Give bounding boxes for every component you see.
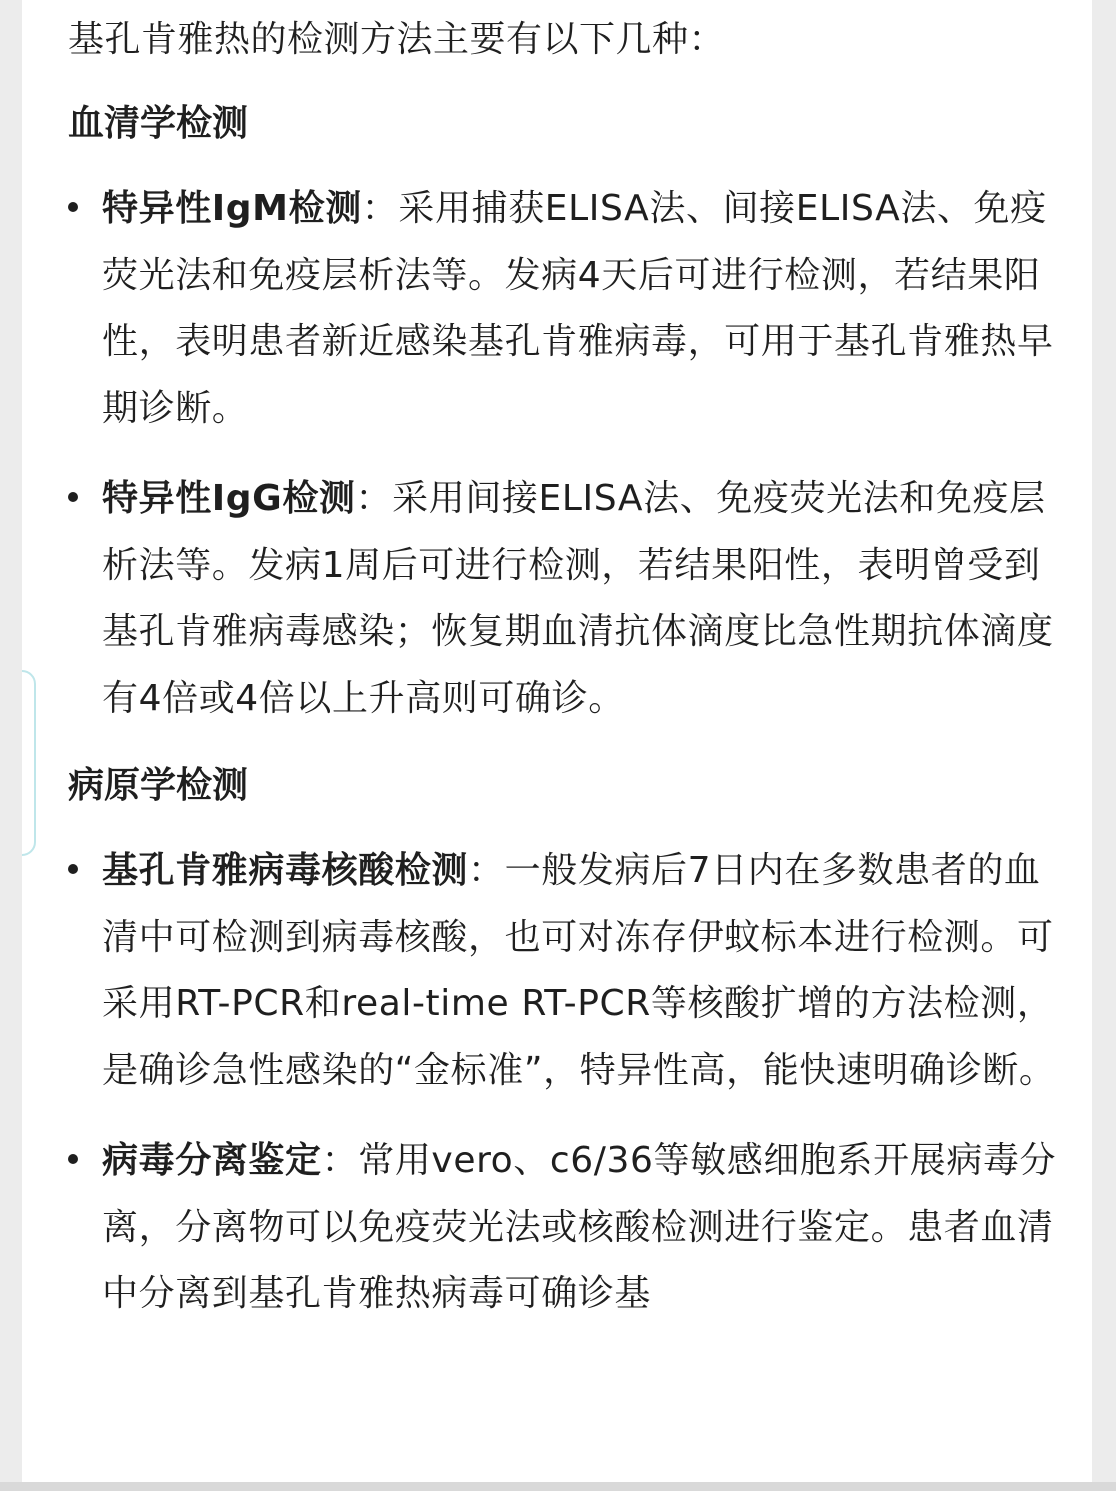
serology-list [68, 176, 1068, 732]
list-item-term: 病毒分离鉴定 [102, 1140, 322, 1181]
list-item-text [102, 466, 1068, 732]
list-item-term: 特异性IgG检测 [102, 478, 356, 519]
list-item-text [102, 176, 1068, 442]
list-item-text [102, 1128, 1068, 1328]
intro-text: 基孔肯雅热的检测方法主要有以下几种： [68, 19, 726, 60]
article-content [68, 10, 1068, 1352]
list-item [68, 466, 1068, 732]
bullet-icon [68, 492, 78, 502]
list-item-separator: ： [321, 1140, 359, 1181]
list-item [68, 176, 1068, 442]
list-item-description: 一般发病后7日内在多数患者的血清中可检测到病毒核酸，也可对冻存伊蚊标本进行检测。可采用RT-PCR和real-time RT-PCR等核酸扩增的方法检测，是确诊急性感染的“金标准”，特异性高，能快速明确诊断。 [102, 850, 1056, 1091]
side-tab-handle[interactable] [22, 670, 36, 856]
list-item-separator: ： [355, 478, 393, 519]
list-item-description: 采用捕获ELISA法、间接ELISA法、免疫荧光法和免疫层析法等。发病4天后可进行检测，若结果阳性，表明患者新近感染基孔肯雅病毒，可用于基孔肯雅热早期诊断。 [102, 188, 1054, 429]
list-item-term: 基孔肯雅病毒核酸检测 [102, 850, 469, 891]
bottom-scroll-strip [0, 1482, 1116, 1491]
list-item-text [102, 838, 1068, 1104]
pathogen-list [68, 838, 1068, 1328]
list-item-term: 特异性IgM检测 [102, 188, 362, 229]
bullet-icon [68, 202, 78, 212]
article-card [22, 0, 1092, 1482]
list-item-separator: ： [468, 850, 505, 891]
section-heading-serology: 血清学检测 [68, 103, 249, 144]
list-item [68, 1128, 1068, 1328]
list-item-separator: ： [361, 188, 399, 229]
section-heading-pathogen: 病原学检测 [68, 765, 249, 806]
list-item-description: 采用间接ELISA法、免疫荧光法和免疫层析法等。发病1周后可进行检测，若结果阳性，表明曾受到基孔肯雅病毒感染；恢复期血清抗体滴度比急性期抗体滴度有4倍或4倍以上升高则可确诊。 [102, 478, 1054, 719]
list-item [68, 838, 1068, 1104]
list-item-description: 常用vero、c6/36等敏感细胞系开展病毒分离，分离物可以免疫荧光法或核酸检测进行鉴定。患者血清中分离到基孔肯雅热病毒可确诊基 [102, 1140, 1057, 1314]
bullet-icon [68, 864, 78, 874]
bullet-icon [68, 1154, 78, 1164]
